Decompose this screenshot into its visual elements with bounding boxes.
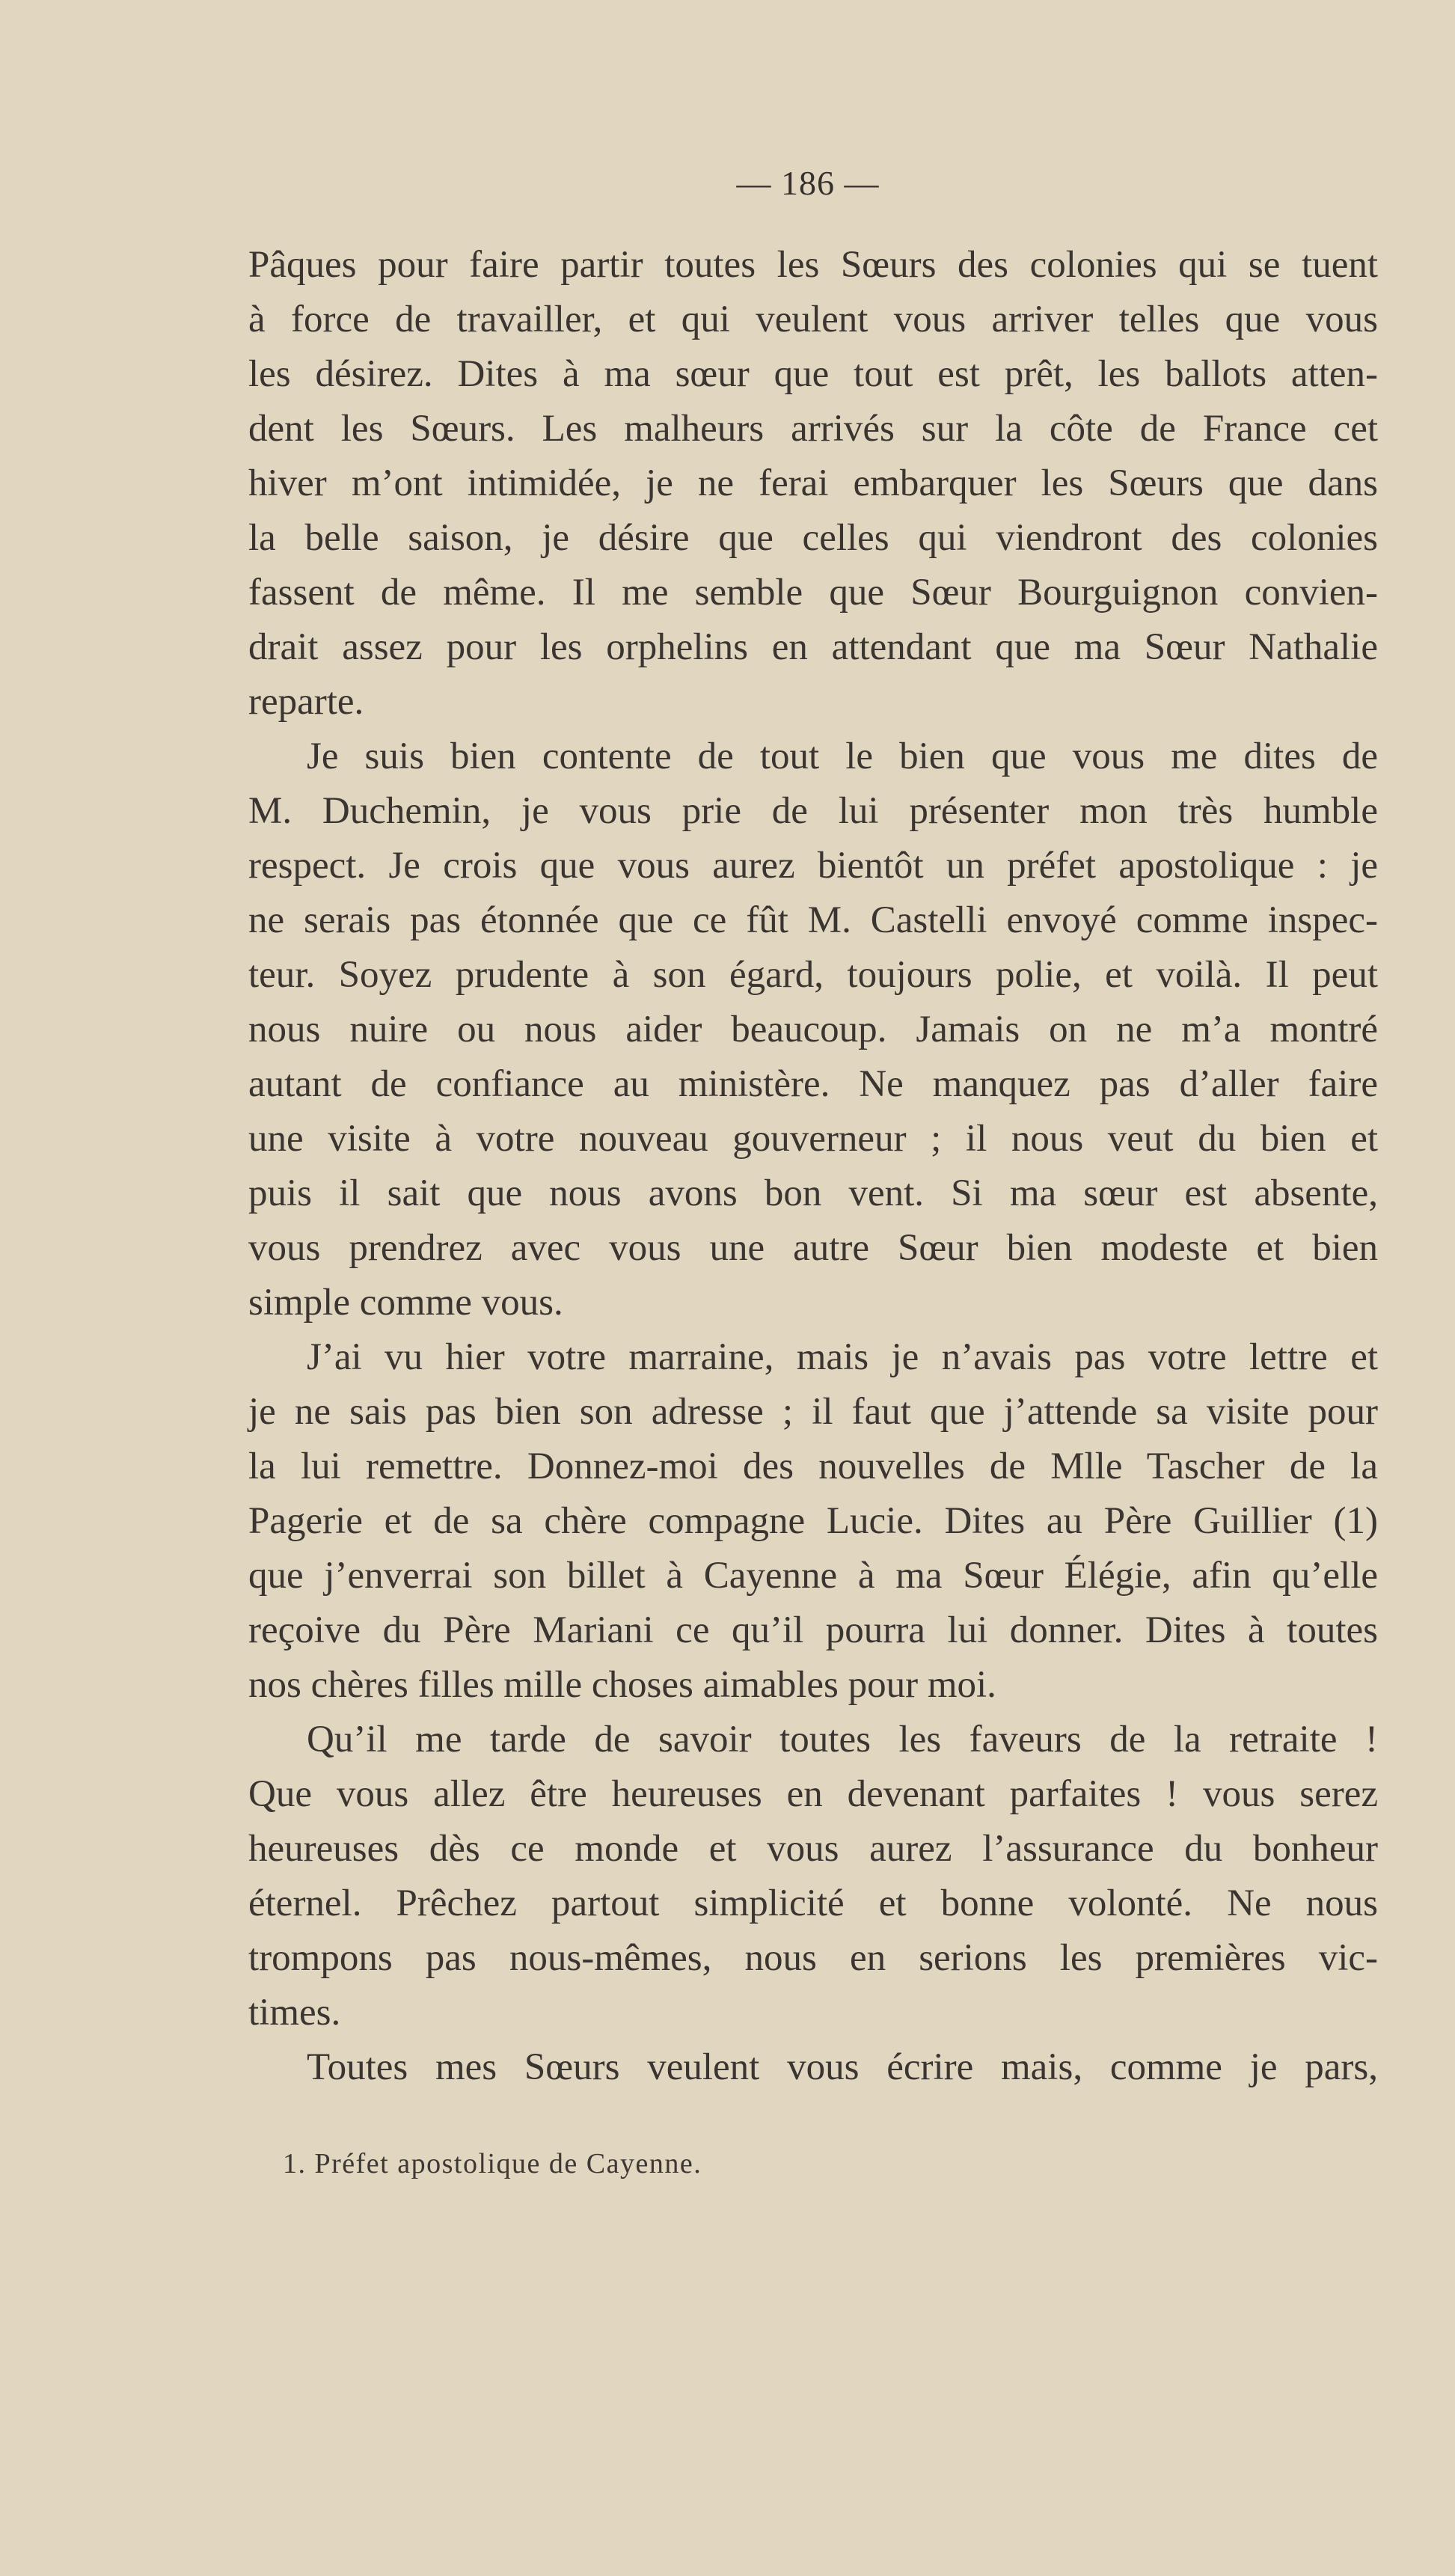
text-line: que j’enverrai son billet à Cayenne à ma Sœur Élégie, afin qu’elle — [248, 1555, 1378, 1597]
text-line: ne serais pas étonnée que ce fût M. Castelli envoyé comme inspec- — [248, 899, 1378, 941]
text-line: respect. Je crois que vous aurez bientôt un préfet apostolique : je — [248, 845, 1378, 887]
text-line: Je suis bien contente de tout le bien que vous me dites de — [307, 735, 1378, 777]
footnote: 1. Préfet apostolique de Cayenne. — [283, 2148, 702, 2179]
text-line: simple comme vous. — [248, 1282, 563, 1324]
text-line: la lui remettre. Donnez-moi des nouvelles de Mlle Tascher de la — [248, 1445, 1378, 1487]
text-line: les désirez. Dites à ma sœur que tout est prêt, les ballots atten- — [248, 353, 1378, 395]
text-line: M. Duchemin, je vous prie de lui présenter mon très humble — [248, 790, 1378, 832]
text-line: reçoive du Père Mariani ce qu’il pourra lui donner. Dites à toutes — [248, 1609, 1378, 1651]
text-line: fassent de même. Il me semble que Sœur Bourguignon convien- — [248, 572, 1378, 614]
text-line: J’ai vu hier votre marraine, mais je n’avais pas votre lettre et — [307, 1336, 1378, 1378]
text-line: je ne sais pas bien son adresse ; il faut que j’attende sa visite pour — [248, 1391, 1378, 1433]
text-line: Qu’il me tarde de savoir toutes les faveurs de la retraite ! — [307, 1719, 1378, 1760]
text-line: Pâques pour faire partir toutes les Sœurs des colonies qui se tuent — [248, 244, 1378, 286]
text-line: hiver m’ont intimidée, je ne ferai embarquer les Sœurs que dans — [248, 462, 1378, 504]
page-number: — 186 — — [736, 164, 880, 202]
paragraph — [248, 2040, 1378, 2095]
text-line: times. — [248, 1992, 341, 2034]
body-text — [248, 238, 1378, 2095]
text-line: une visite à votre nouveau gouverneur ; il nous veut du bien et — [248, 1118, 1378, 1160]
text-line: à force de travailler, et qui veulent vous arriver telles que vous — [248, 299, 1378, 340]
paragraph — [248, 1713, 1378, 2040]
text-line: Toutes mes Sœurs veulent vous écrire mais, comme je pars, — [307, 2046, 1378, 2088]
text-line: vous prendrez avec vous une autre Sœur bien modeste et bien — [248, 1227, 1378, 1269]
text-line: puis il sait que nous avons bon vent. Si ma sœur est absente, — [248, 1172, 1378, 1214]
text-line: teur. Soyez prudente à son égard, toujours polie, et voilà. Il peut — [248, 954, 1378, 996]
text-line: autant de confiance au ministère. Ne manquez pas d’aller faire — [248, 1063, 1378, 1105]
text-line: Pagerie et de sa chère compagne Lucie. Dites au Père Guillier (1) — [248, 1500, 1378, 1542]
paragraph — [248, 1330, 1378, 1713]
text-line: drait assez pour les orphelins en attendant que ma Sœur Nathalie — [248, 626, 1378, 668]
text-line: trompons pas nous-mêmes, nous en serions les premières vic- — [248, 1937, 1378, 1979]
text-line: nous nuire ou nous aider beaucoup. Jamais on ne m’a montré — [248, 1009, 1378, 1050]
text-line: nos chères filles mille choses aimables pour moi. — [248, 1664, 996, 1706]
text-line: la belle saison, je désire que celles qui viendront des colonies — [248, 517, 1378, 559]
text-line: dent les Sœurs. Les malheurs arrivés sur la côte de France cet — [248, 408, 1378, 450]
paragraph — [248, 729, 1378, 1330]
text-line: éternel. Prêchez partout simplicité et bonne volonté. Ne nous — [248, 1882, 1378, 1924]
paragraph — [248, 238, 1378, 729]
text-line: Que vous allez être heureuses en devenant parfaites ! vous serez — [248, 1773, 1378, 1815]
text-line: heureuses dès ce monde et vous aurez l’assurance du bonheur — [248, 1828, 1378, 1870]
text-line: reparte. — [248, 681, 364, 723]
